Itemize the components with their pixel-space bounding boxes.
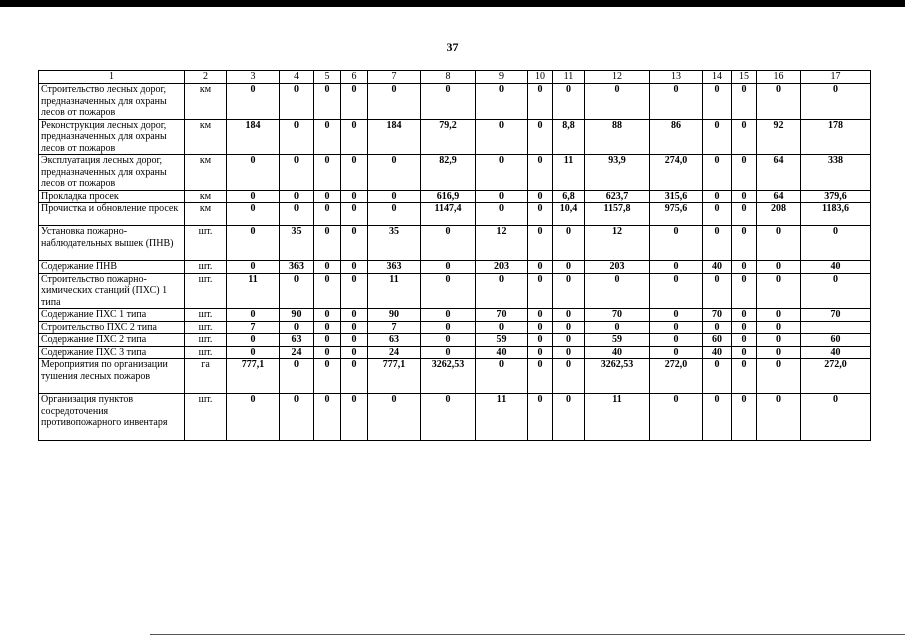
- row-value-col-6: 0: [341, 203, 368, 226]
- row-value-col-14: 0: [703, 119, 732, 155]
- table-row: [39, 84, 871, 120]
- row-value-col-7: 0: [368, 394, 421, 441]
- row-value-col-11: 0: [553, 321, 585, 334]
- row-value-col-13: 0: [650, 261, 703, 274]
- row-value-col-16: 0: [757, 394, 801, 441]
- row-value-col-12: 1157,8: [585, 203, 650, 226]
- row-value-col-5: 0: [314, 273, 341, 309]
- row-value-col-13: 0: [650, 346, 703, 359]
- row-value-col-9: 0: [476, 190, 528, 203]
- row-value-col-6: 0: [341, 346, 368, 359]
- row-value-col-9: 59: [476, 334, 528, 347]
- row-value-col-16: 0: [757, 321, 801, 334]
- row-value-col-14: 0: [703, 273, 732, 309]
- row-value-col-10: 0: [528, 119, 553, 155]
- row-value-col-8: 3262,53: [421, 359, 476, 394]
- row-value-col-5: 0: [314, 190, 341, 203]
- column-header-6: 6: [341, 71, 368, 84]
- row-value-col-8: 79,2: [421, 119, 476, 155]
- row-value-col-14: 0: [703, 226, 732, 261]
- row-value-col-14: 0: [703, 203, 732, 226]
- row-value-col-7: 35: [368, 226, 421, 261]
- row-value-col-4: 363: [280, 261, 314, 274]
- row-value-col-4: 90: [280, 309, 314, 322]
- row-value-col-12: 11: [585, 394, 650, 441]
- row-value-col-16: 0: [757, 359, 801, 394]
- row-value-col-10: 0: [528, 203, 553, 226]
- row-unit: шт.: [185, 346, 227, 359]
- row-activity-name: Строительство ПХС 2 типа: [39, 321, 185, 334]
- row-value-col-13: 274,0: [650, 155, 703, 191]
- row-value-col-12: 3262,53: [585, 359, 650, 394]
- row-value-col-10: 0: [528, 359, 553, 394]
- row-activity-name: Эксплуатация лесных дорог, предназначенных для охраны лесов от пожаров: [39, 155, 185, 191]
- row-value-col-5: 0: [314, 309, 341, 322]
- row-value-col-17: 1183,6: [801, 203, 871, 226]
- row-value-col-12: 203: [585, 261, 650, 274]
- table-row: [39, 334, 871, 347]
- row-value-col-8: 0: [421, 346, 476, 359]
- row-value-col-16: 0: [757, 334, 801, 347]
- row-value-col-10: 0: [528, 309, 553, 322]
- row-value-col-14: 40: [703, 346, 732, 359]
- row-value-col-17: 60: [801, 334, 871, 347]
- row-value-col-5: 0: [314, 155, 341, 191]
- row-value-col-6: 0: [341, 119, 368, 155]
- row-value-col-7: 90: [368, 309, 421, 322]
- row-value-col-4: 0: [280, 203, 314, 226]
- row-value-col-5: 0: [314, 226, 341, 261]
- row-value-col-11: 0: [553, 346, 585, 359]
- row-value-col-14: 70: [703, 309, 732, 322]
- row-value-col-16: 0: [757, 261, 801, 274]
- row-value-col-15: 0: [732, 84, 757, 120]
- row-value-col-6: 0: [341, 273, 368, 309]
- row-value-col-3: 0: [227, 203, 280, 226]
- row-value-col-10: 0: [528, 226, 553, 261]
- row-value-col-10: 0: [528, 321, 553, 334]
- row-value-col-3: 0: [227, 309, 280, 322]
- row-value-col-13: 0: [650, 84, 703, 120]
- row-value-col-3: 0: [227, 261, 280, 274]
- row-value-col-5: 0: [314, 203, 341, 226]
- table-row: [39, 226, 871, 261]
- row-value-col-11: 0: [553, 394, 585, 441]
- row-unit: км: [185, 84, 227, 120]
- row-value-col-7: 0: [368, 155, 421, 191]
- row-value-col-9: 0: [476, 203, 528, 226]
- table-row: [39, 321, 871, 334]
- table-row: [39, 203, 871, 226]
- row-value-col-6: 0: [341, 190, 368, 203]
- row-value-col-16: 92: [757, 119, 801, 155]
- row-value-col-4: 24: [280, 346, 314, 359]
- row-value-col-15: 0: [732, 309, 757, 322]
- row-value-col-10: 0: [528, 261, 553, 274]
- row-value-col-5: 0: [314, 84, 341, 120]
- row-value-col-3: 0: [227, 155, 280, 191]
- row-value-col-13: 975,6: [650, 203, 703, 226]
- row-value-col-16: 64: [757, 190, 801, 203]
- row-value-col-17: 40: [801, 261, 871, 274]
- row-value-col-13: 0: [650, 226, 703, 261]
- row-value-col-9: 0: [476, 273, 528, 309]
- row-value-col-10: 0: [528, 155, 553, 191]
- row-value-col-14: 0: [703, 394, 732, 441]
- row-value-col-13: 315,6: [650, 190, 703, 203]
- row-value-col-13: 86: [650, 119, 703, 155]
- column-header-8: 8: [421, 71, 476, 84]
- row-value-col-13: 272,0: [650, 359, 703, 394]
- row-value-col-8: 0: [421, 226, 476, 261]
- row-value-col-4: 0: [280, 84, 314, 120]
- row-value-col-17: 0: [801, 226, 871, 261]
- row-unit: шт.: [185, 273, 227, 309]
- row-value-col-7: 24: [368, 346, 421, 359]
- row-value-col-5: 0: [314, 119, 341, 155]
- row-value-col-5: 0: [314, 321, 341, 334]
- row-value-col-10: 0: [528, 394, 553, 441]
- row-value-col-12: 88: [585, 119, 650, 155]
- fire-protection-table: [38, 70, 871, 441]
- table-row: [39, 155, 871, 191]
- column-header-9: 9: [476, 71, 528, 84]
- row-value-col-15: 0: [732, 321, 757, 334]
- row-value-col-14: 0: [703, 155, 732, 191]
- row-value-col-16: 208: [757, 203, 801, 226]
- row-value-col-10: 0: [528, 273, 553, 309]
- row-value-col-17: 178: [801, 119, 871, 155]
- row-activity-name: Содержание ПХС 1 типа: [39, 309, 185, 322]
- row-value-col-8: 0: [421, 273, 476, 309]
- row-unit: шт.: [185, 226, 227, 261]
- row-value-col-11: 10,4: [553, 203, 585, 226]
- row-value-col-11: 0: [553, 261, 585, 274]
- row-value-col-4: 0: [280, 394, 314, 441]
- column-header-10: 10: [528, 71, 553, 84]
- row-value-col-10: 0: [528, 346, 553, 359]
- row-value-col-15: 0: [732, 334, 757, 347]
- row-value-col-3: 0: [227, 226, 280, 261]
- fire-protection-table-container: [38, 70, 870, 441]
- row-value-col-4: 35: [280, 226, 314, 261]
- row-value-col-13: 0: [650, 334, 703, 347]
- row-value-col-5: 0: [314, 346, 341, 359]
- row-value-col-4: 0: [280, 321, 314, 334]
- row-value-col-15: 0: [732, 346, 757, 359]
- row-value-col-16: 0: [757, 273, 801, 309]
- row-value-col-12: 0: [585, 84, 650, 120]
- row-value-col-12: 12: [585, 226, 650, 261]
- row-value-col-17: 379,6: [801, 190, 871, 203]
- table-row: [39, 359, 871, 394]
- row-value-col-16: 0: [757, 226, 801, 261]
- row-unit: км: [185, 190, 227, 203]
- row-value-col-9: 11: [476, 394, 528, 441]
- row-value-col-4: 0: [280, 359, 314, 394]
- row-value-col-7: 363: [368, 261, 421, 274]
- row-activity-name: Строительство пожарно-химических станций (ПХС) 1 типа: [39, 273, 185, 309]
- row-value-col-11: 11: [553, 155, 585, 191]
- row-value-col-11: 0: [553, 273, 585, 309]
- row-activity-name: Прочистка и обновление просек: [39, 203, 185, 226]
- row-value-col-5: 0: [314, 334, 341, 347]
- row-value-col-14: 0: [703, 321, 732, 334]
- row-value-col-16: 0: [757, 309, 801, 322]
- row-unit: шт.: [185, 309, 227, 322]
- row-value-col-14: 0: [703, 84, 732, 120]
- row-value-col-9: 40: [476, 346, 528, 359]
- column-header-17: 17: [801, 71, 871, 84]
- row-value-col-7: 63: [368, 334, 421, 347]
- row-value-col-6: 0: [341, 155, 368, 191]
- row-value-col-6: 0: [341, 261, 368, 274]
- row-value-col-7: 7: [368, 321, 421, 334]
- row-value-col-4: 0: [280, 155, 314, 191]
- row-value-col-3: 777,1: [227, 359, 280, 394]
- row-value-col-13: 0: [650, 394, 703, 441]
- row-value-col-8: 0: [421, 261, 476, 274]
- row-value-col-4: 63: [280, 334, 314, 347]
- column-header-5: 5: [314, 71, 341, 84]
- row-value-col-8: 616,9: [421, 190, 476, 203]
- row-value-col-12: 0: [585, 273, 650, 309]
- column-header-7: 7: [368, 71, 421, 84]
- row-value-col-3: 11: [227, 273, 280, 309]
- row-value-col-7: 0: [368, 190, 421, 203]
- row-value-col-9: 0: [476, 359, 528, 394]
- row-value-col-13: 0: [650, 321, 703, 334]
- row-value-col-9: 203: [476, 261, 528, 274]
- scan-bottom-line: [150, 634, 905, 635]
- row-value-col-10: 0: [528, 334, 553, 347]
- row-value-col-9: 70: [476, 309, 528, 322]
- table-row: [39, 190, 871, 203]
- row-activity-name: Установка пожарно-наблюдательных вышек (ПНВ): [39, 226, 185, 261]
- row-value-col-15: 0: [732, 203, 757, 226]
- row-value-col-15: 0: [732, 119, 757, 155]
- row-value-col-5: 0: [314, 394, 341, 441]
- row-value-col-8: 0: [421, 309, 476, 322]
- row-value-col-8: 0: [421, 84, 476, 120]
- row-value-col-3: 0: [227, 394, 280, 441]
- row-value-col-16: 0: [757, 84, 801, 120]
- row-unit: га: [185, 359, 227, 394]
- row-value-col-12: 70: [585, 309, 650, 322]
- column-header-16: 16: [757, 71, 801, 84]
- row-value-col-12: 40: [585, 346, 650, 359]
- row-value-col-3: 184: [227, 119, 280, 155]
- table-body: [39, 71, 871, 441]
- row-value-col-3: 7: [227, 321, 280, 334]
- page-number: 37: [446, 40, 459, 54]
- row-activity-name: Организация пунктов сосредоточения противопожарного инвентаря: [39, 394, 185, 441]
- row-value-col-16: 0: [757, 346, 801, 359]
- column-header-14: 14: [703, 71, 732, 84]
- row-value-col-11: 0: [553, 84, 585, 120]
- table-row: [39, 119, 871, 155]
- column-header-1: 1: [39, 71, 185, 84]
- row-value-col-3: 0: [227, 346, 280, 359]
- row-value-col-15: 0: [732, 226, 757, 261]
- row-value-col-17: 338: [801, 155, 871, 191]
- row-value-col-14: 60: [703, 334, 732, 347]
- row-value-col-6: 0: [341, 334, 368, 347]
- row-value-col-3: 0: [227, 190, 280, 203]
- row-value-col-11: 6,8: [553, 190, 585, 203]
- row-value-col-15: 0: [732, 261, 757, 274]
- row-activity-name: Прокладка просек: [39, 190, 185, 203]
- row-value-col-17: [801, 321, 871, 334]
- row-value-col-11: 0: [553, 359, 585, 394]
- row-activity-name: Содержание ПХС 2 типа: [39, 334, 185, 347]
- row-value-col-4: 0: [280, 273, 314, 309]
- row-value-col-12: 623,7: [585, 190, 650, 203]
- table-row: [39, 309, 871, 322]
- row-value-col-6: 0: [341, 321, 368, 334]
- row-activity-name: Реконструкция лесных дорог, предназначенных для охраны лесов от пожаров: [39, 119, 185, 155]
- row-value-col-6: 0: [341, 226, 368, 261]
- row-value-col-15: 0: [732, 190, 757, 203]
- row-value-col-8: 82,9: [421, 155, 476, 191]
- column-header-4: 4: [280, 71, 314, 84]
- row-value-col-16: 64: [757, 155, 801, 191]
- row-value-col-9: 0: [476, 321, 528, 334]
- row-value-col-3: 0: [227, 334, 280, 347]
- row-value-col-11: 0: [553, 334, 585, 347]
- column-header-3: 3: [227, 71, 280, 84]
- row-value-col-6: 0: [341, 359, 368, 394]
- row-value-col-7: 0: [368, 84, 421, 120]
- row-value-col-7: 0: [368, 203, 421, 226]
- row-value-col-8: 0: [421, 394, 476, 441]
- row-unit: км: [185, 119, 227, 155]
- column-header-2: 2: [185, 71, 227, 84]
- row-value-col-7: 184: [368, 119, 421, 155]
- column-header-11: 11: [553, 71, 585, 84]
- row-value-col-17: 70: [801, 309, 871, 322]
- table-header-row: [39, 71, 871, 84]
- row-value-col-13: 0: [650, 309, 703, 322]
- row-value-col-14: 40: [703, 261, 732, 274]
- column-header-13: 13: [650, 71, 703, 84]
- row-value-col-12: 93,9: [585, 155, 650, 191]
- scan-top-border: [0, 0, 905, 7]
- row-value-col-4: 0: [280, 190, 314, 203]
- row-value-col-17: 0: [801, 394, 871, 441]
- table-row: [39, 261, 871, 274]
- row-value-col-9: 0: [476, 84, 528, 120]
- row-activity-name: Содержание ПХС 3 типа: [39, 346, 185, 359]
- row-unit: шт.: [185, 394, 227, 441]
- table-row: [39, 273, 871, 309]
- row-value-col-10: 0: [528, 84, 553, 120]
- column-header-15: 15: [732, 71, 757, 84]
- row-value-col-13: 0: [650, 273, 703, 309]
- row-value-col-8: 0: [421, 321, 476, 334]
- row-value-col-15: 0: [732, 155, 757, 191]
- row-value-col-8: 1147,4: [421, 203, 476, 226]
- row-value-col-9: 0: [476, 155, 528, 191]
- row-value-col-6: 0: [341, 394, 368, 441]
- row-value-col-4: 0: [280, 119, 314, 155]
- row-value-col-17: 0: [801, 84, 871, 120]
- row-value-col-7: 11: [368, 273, 421, 309]
- row-value-col-12: 59: [585, 334, 650, 347]
- row-value-col-8: 0: [421, 334, 476, 347]
- row-value-col-5: 0: [314, 359, 341, 394]
- row-unit: км: [185, 155, 227, 191]
- row-value-col-11: 0: [553, 226, 585, 261]
- row-value-col-10: 0: [528, 190, 553, 203]
- row-value-col-17: 0: [801, 273, 871, 309]
- row-value-col-14: 0: [703, 190, 732, 203]
- row-value-col-17: 272,0: [801, 359, 871, 394]
- row-unit: шт.: [185, 334, 227, 347]
- row-value-col-11: 8,8: [553, 119, 585, 155]
- row-unit: км: [185, 203, 227, 226]
- row-value-col-9: 12: [476, 226, 528, 261]
- row-value-col-17: 40: [801, 346, 871, 359]
- row-value-col-9: 0: [476, 119, 528, 155]
- column-header-12: 12: [585, 71, 650, 84]
- row-value-col-12: 0: [585, 321, 650, 334]
- row-value-col-6: 0: [341, 84, 368, 120]
- row-value-col-15: 0: [732, 359, 757, 394]
- row-value-col-14: 0: [703, 359, 732, 394]
- row-activity-name: Мероприятия по организации тушения лесных пожаров: [39, 359, 185, 394]
- row-value-col-3: 0: [227, 84, 280, 120]
- row-value-col-6: 0: [341, 309, 368, 322]
- row-value-col-15: 0: [732, 394, 757, 441]
- row-value-col-11: 0: [553, 309, 585, 322]
- row-activity-name: Содержание ПНВ: [39, 261, 185, 274]
- row-value-col-15: 0: [732, 273, 757, 309]
- row-value-col-7: 777,1: [368, 359, 421, 394]
- row-value-col-5: 0: [314, 261, 341, 274]
- row-activity-name: Строительство лесных дорог, предназначенных для охраны лесов от пожаров: [39, 84, 185, 120]
- row-unit: шт.: [185, 321, 227, 334]
- table-row: [39, 346, 871, 359]
- table-row: [39, 394, 871, 441]
- row-unit: шт.: [185, 261, 227, 274]
